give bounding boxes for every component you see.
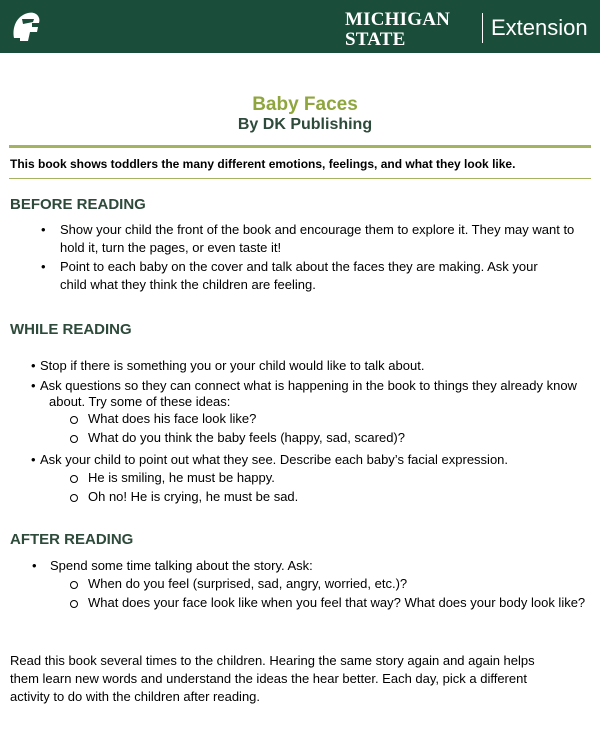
before-reading-heading: BEFORE READING xyxy=(10,196,146,213)
before-item1-line1: Show your child the front of the book and encourage them to explore it. They may want to xyxy=(60,222,575,237)
circle-bullet-icon xyxy=(70,475,78,483)
before-item2-line2: child what they think the children are feeling. xyxy=(60,277,316,292)
book-title: Baby Faces xyxy=(252,93,358,115)
after-item1: Spend some time talking about the story. Ask: xyxy=(50,558,313,573)
while-item3-sub1: He is smiling, he must be happy. xyxy=(88,470,275,485)
before-item1-line2: hold it, turn the pages, or even taste it! xyxy=(60,240,282,255)
circle-bullet-icon xyxy=(70,600,78,608)
spartan-helmet-icon xyxy=(8,8,44,46)
while-reading-heading: WHILE READING xyxy=(10,321,132,338)
while-item2-line2: about. Try some of these ideas: xyxy=(49,394,231,409)
before-item2-line1: Point to each baby on the cover and talk about the faces they are making. Ask your xyxy=(60,259,538,274)
after-item1-sub2: What does your face look like when you feel that way? What does your body look like? xyxy=(88,595,586,610)
msu-wordmark xyxy=(345,10,475,65)
university-name-line1: MICHIGAN STATE xyxy=(345,9,451,50)
divider-rule-thin xyxy=(9,178,591,179)
header-bar xyxy=(0,0,600,64)
circle-bullet-icon xyxy=(70,494,78,502)
bullet-icon: • xyxy=(31,358,36,373)
closing-line3: activity to do with the children after reading. xyxy=(10,689,261,704)
bullet-icon: • xyxy=(41,222,46,237)
intro-text: This book shows toddlers the many different emotions, feelings, and what they look like. xyxy=(10,157,516,171)
after-item1-sub1: When do you feel (surprised, sad, angry, worried, etc.)? xyxy=(88,576,408,591)
while-item2-sub2: What do you think the baby feels (happy, sad, scared)? xyxy=(88,430,405,445)
university-name-line2: UNIVERSITY xyxy=(345,52,453,64)
closing-line2: them learn new words and understand the ideas the hear better. Each day, pick a different xyxy=(10,671,527,686)
header-divider xyxy=(482,13,483,43)
circle-bullet-icon xyxy=(70,581,78,589)
divider-rule xyxy=(9,145,591,148)
circle-bullet-icon xyxy=(70,435,78,443)
bullet-icon: • xyxy=(41,259,46,274)
after-reading-heading: AFTER READING xyxy=(10,531,134,548)
bullet-icon: • xyxy=(31,452,36,467)
closing-line1: Read this book several times to the children. Hearing the same story again and again helps xyxy=(10,653,535,668)
extension-label: Extension xyxy=(491,15,588,40)
while-item2-sub1: What does his face look like? xyxy=(88,411,257,426)
book-author: By DK Publishing xyxy=(237,116,373,133)
circle-bullet-icon xyxy=(70,416,78,424)
while-item1: Stop if there is something you or your child would like to talk about. xyxy=(40,358,425,373)
while-item2-line1: Ask questions so they can connect what is happening in the book to things they already know xyxy=(40,378,577,393)
while-item3: Ask your child to point out what they see. Describe each baby’s facial expression. xyxy=(40,452,509,467)
bullet-icon: • xyxy=(31,378,36,393)
bullet-icon: • xyxy=(32,558,37,573)
while-item3-sub2: Oh no! He is crying, he must be sad. xyxy=(88,489,299,504)
